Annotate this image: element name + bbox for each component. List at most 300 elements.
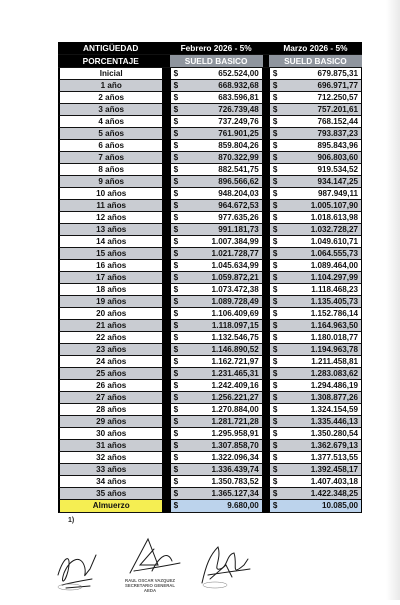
feb-salary-cell	[170, 320, 263, 332]
table-row	[58, 104, 362, 116]
currency-sign: $	[173, 81, 179, 90]
mar-salary-cell	[269, 392, 362, 404]
amount: 712.250,57	[317, 93, 358, 102]
currency-sign: $	[272, 297, 278, 306]
header-row-sub	[58, 55, 362, 68]
feb-salary-cell	[170, 164, 263, 176]
mar-salary-cell	[269, 440, 362, 452]
currency-sign: $	[272, 501, 278, 510]
row-label: 1 año	[58, 80, 163, 92]
header-feb-period: Febrero 2026 - 5%	[170, 42, 263, 55]
table-row	[58, 212, 362, 224]
mar-salary-cell	[269, 476, 362, 488]
amount: 1.365.127,34	[211, 489, 259, 498]
feb-salary-cell	[170, 176, 263, 188]
currency-sign: $	[173, 261, 179, 270]
row-label: 12 años	[58, 212, 163, 224]
row-label: 30 años	[58, 428, 163, 440]
amount: 1.132.546,75	[211, 333, 259, 342]
currency-sign: $	[173, 105, 179, 114]
amount: 1.180.018,77	[310, 333, 358, 342]
amount: 870.322,99	[218, 153, 259, 162]
amount: 1.231.465,31	[211, 369, 259, 378]
currency-sign: $	[272, 237, 278, 246]
salary-table-sheet	[58, 42, 362, 513]
currency-sign: $	[173, 93, 179, 102]
amount: 977.635,26	[218, 213, 259, 222]
amount: 1.021.728,77	[211, 249, 259, 258]
mar-salary-cell	[269, 308, 362, 320]
table-row	[58, 236, 362, 248]
feb-salary-cell	[170, 140, 263, 152]
signature-org: AEDA	[143, 588, 157, 593]
amount: 1.162.721,97	[211, 357, 259, 366]
currency-sign: $	[272, 417, 278, 426]
table-row	[58, 332, 362, 344]
row-label: 16 años	[58, 260, 163, 272]
currency-sign: $	[272, 165, 278, 174]
table-row	[58, 284, 362, 296]
table-row	[58, 476, 362, 488]
row-label: 28 años	[58, 404, 163, 416]
currency-sign: $	[173, 405, 179, 414]
row-label: 17 años	[58, 272, 163, 284]
currency-sign: $	[272, 309, 278, 318]
table-row	[58, 272, 362, 284]
feb-salary-cell	[170, 104, 263, 116]
table-row	[58, 176, 362, 188]
currency-sign: $	[173, 345, 179, 354]
amount: 1.256.221,27	[211, 393, 259, 402]
mar-salary-cell	[269, 176, 362, 188]
amount: 1.104.297,99	[310, 273, 358, 282]
amount: 1.308.877,26	[310, 393, 358, 402]
amount: 1.211.458,81	[311, 357, 358, 366]
mar-salary-cell	[269, 332, 362, 344]
amount: 906.803,60	[317, 153, 358, 162]
row-label: 20 años	[58, 308, 163, 320]
currency-sign: $	[272, 321, 278, 330]
currency-sign: $	[272, 441, 278, 450]
feb-salary-cell	[170, 452, 263, 464]
currency-sign: $	[272, 93, 278, 102]
row-label: 33 años	[58, 464, 163, 476]
row-label: 34 años	[58, 476, 163, 488]
amount: 1.362.679,13	[310, 441, 358, 450]
feb-salary-cell	[170, 188, 263, 200]
mar-salary-cell	[269, 368, 362, 380]
table-row	[58, 200, 362, 212]
signature-caption	[120, 578, 180, 593]
row-label: 24 años	[58, 356, 163, 368]
currency-sign: $	[272, 465, 278, 474]
table-row	[58, 140, 362, 152]
amount: 1.377.513,55	[310, 453, 358, 462]
mar-salary-cell	[269, 212, 362, 224]
amount: 1.407.403,18	[310, 477, 358, 486]
row-label: 23 años	[58, 344, 163, 356]
amount: 679.875,31	[317, 69, 358, 78]
currency-sign: $	[173, 201, 179, 210]
currency-sign: $	[173, 141, 179, 150]
amount: 793.837,23	[317, 129, 358, 138]
row-label: 5 años	[58, 128, 163, 140]
amount: 1.242.409,16	[211, 381, 259, 390]
currency-sign: $	[173, 285, 179, 294]
amount: 652.524,00	[218, 69, 259, 78]
mar-salary-cell	[269, 452, 362, 464]
currency-sign: $	[173, 489, 179, 498]
table-row	[58, 428, 362, 440]
amount: 1.018.613,98	[310, 213, 358, 222]
amount: 895.843,96	[317, 141, 358, 150]
row-label: 21 años	[58, 320, 163, 332]
amount: 1.194.963,78	[310, 345, 358, 354]
amount: 1.270.884,00	[211, 405, 259, 414]
amount: 757.201,61	[317, 105, 358, 114]
table-row	[58, 188, 362, 200]
currency-sign: $	[272, 189, 278, 198]
currency-sign: $	[272, 69, 278, 78]
amount: 1.059.872,21	[211, 273, 259, 282]
table-row	[58, 392, 362, 404]
currency-sign: $	[173, 417, 179, 426]
currency-sign: $	[173, 237, 179, 246]
amount: 1.135.405,73	[310, 297, 358, 306]
mar-salary-cell	[269, 200, 362, 212]
amount: 1.422.348,25	[310, 489, 358, 498]
amount: 696.971,77	[317, 81, 358, 90]
amount: 1.350.783,52	[211, 477, 259, 486]
currency-sign: $	[272, 489, 278, 498]
amount: 1.392.458,17	[310, 465, 358, 474]
currency-sign: $	[272, 273, 278, 282]
mar-salary-cell	[269, 404, 362, 416]
row-label: 9 años	[58, 176, 163, 188]
feb-salary-cell	[170, 260, 263, 272]
currency-sign: $	[272, 249, 278, 258]
table-row	[58, 116, 362, 128]
row-label: 13 años	[58, 224, 163, 236]
currency-sign: $	[272, 201, 278, 210]
table-row	[58, 308, 362, 320]
row-label: 7 años	[58, 152, 163, 164]
currency-sign: $	[173, 453, 179, 462]
row-label: 19 años	[58, 296, 163, 308]
table-row	[58, 92, 362, 104]
amount: 1.294.486,19	[310, 381, 358, 390]
currency-sign: $	[173, 429, 179, 438]
mar-salary-cell	[269, 272, 362, 284]
amount: 1.089.464,00	[310, 261, 358, 270]
mar-salary-cell	[269, 428, 362, 440]
table-row	[58, 224, 362, 236]
feb-salary-cell	[170, 332, 263, 344]
currency-sign: $	[173, 177, 179, 186]
amount: 964.672,53	[218, 201, 259, 210]
feb-salary-cell	[170, 116, 263, 128]
currency-sign: $	[173, 69, 179, 78]
amount: 1.324.154,59	[310, 405, 358, 414]
amount: 761.901,25	[218, 129, 259, 138]
row-label: 10 años	[58, 188, 163, 200]
mar-salary-cell	[269, 68, 362, 80]
amount: 991.181,73	[218, 225, 259, 234]
feb-salary-cell	[170, 248, 263, 260]
currency-sign: $	[173, 321, 179, 330]
currency-sign: $	[173, 465, 179, 474]
header-mar-period: Marzo 2026 - 5%	[269, 42, 362, 55]
header-antiguedad: ANTIGÜEDAD	[58, 42, 163, 55]
footnote: 1)	[68, 517, 75, 524]
table-row	[58, 248, 362, 260]
row-label: 29 años	[58, 416, 163, 428]
mar-salary-cell	[269, 380, 362, 392]
header-sueldo-mar: SUELD BASICO	[269, 55, 362, 68]
currency-sign: $	[272, 429, 278, 438]
currency-sign: $	[173, 297, 179, 306]
row-label: 32 años	[58, 452, 163, 464]
currency-sign: $	[272, 453, 278, 462]
table-row	[58, 464, 362, 476]
amount: 882.541,75	[218, 165, 259, 174]
currency-sign: $	[173, 117, 179, 126]
amount: 1.005.107,90	[310, 201, 358, 210]
table-row	[58, 260, 362, 272]
currency-sign: $	[173, 381, 179, 390]
amount: 1.032.728,27	[310, 225, 358, 234]
feb-salary-cell	[170, 296, 263, 308]
currency-sign: $	[272, 177, 278, 186]
amount: 1.164.963,50	[310, 321, 358, 330]
mar-salary-cell	[269, 356, 362, 368]
currency-sign: $	[272, 333, 278, 342]
salary-rows	[58, 68, 362, 513]
mar-salary-cell	[269, 116, 362, 128]
currency-sign: $	[272, 141, 278, 150]
currency-sign: $	[272, 381, 278, 390]
table-row	[58, 368, 362, 380]
feb-salary-cell	[170, 236, 263, 248]
table-row	[58, 416, 362, 428]
table-row	[58, 68, 362, 80]
currency-sign: $	[272, 393, 278, 402]
feb-salary-cell	[170, 488, 263, 500]
currency-sign: $	[173, 213, 179, 222]
table-row	[58, 452, 362, 464]
feb-salary-cell	[170, 272, 263, 284]
currency-sign: $	[272, 117, 278, 126]
row-label: 25 años	[58, 368, 163, 380]
table-row	[58, 152, 362, 164]
currency-sign: $	[272, 105, 278, 114]
row-label: 8 años	[58, 164, 163, 176]
currency-sign: $	[173, 165, 179, 174]
feb-salary-cell	[170, 440, 263, 452]
feb-salary-cell	[170, 308, 263, 320]
amount: 1.118.097,15	[211, 321, 259, 330]
currency-sign: $	[173, 153, 179, 162]
row-label: 18 años	[58, 284, 163, 296]
mar-salary-cell	[269, 128, 362, 140]
feb-salary-cell	[170, 92, 263, 104]
currency-sign: $	[272, 153, 278, 162]
amount: 1.118.468,23	[311, 285, 358, 294]
amount: 1.322.096,34	[211, 453, 259, 462]
currency-sign: $	[173, 273, 179, 282]
row-label: 26 años	[58, 380, 163, 392]
mar-salary-cell	[269, 260, 362, 272]
row-label: 35 años	[58, 488, 163, 500]
feb-salary-cell	[170, 68, 263, 80]
amount: 1.336.439,74	[211, 465, 259, 474]
currency-sign: $	[173, 249, 179, 258]
row-label: 22 años	[58, 332, 163, 344]
feb-salary-cell	[170, 344, 263, 356]
feb-salary-cell	[170, 212, 263, 224]
table-row	[58, 356, 362, 368]
feb-salary-cell	[170, 224, 263, 236]
amount: 1.335.446,13	[310, 417, 358, 426]
amount: 1.146.890,52	[211, 345, 259, 354]
row-label: 4 años	[58, 116, 163, 128]
feb-salary-cell	[170, 416, 263, 428]
feb-salary-cell	[170, 80, 263, 92]
table-row	[58, 296, 362, 308]
feb-salary-cell	[170, 284, 263, 296]
amount: 1.049.610,71	[310, 237, 358, 246]
currency-sign: $	[173, 393, 179, 402]
almuerzo-mar-cell	[269, 500, 362, 513]
mar-salary-cell	[269, 188, 362, 200]
mar-salary-cell	[269, 236, 362, 248]
feb-salary-cell	[170, 392, 263, 404]
row-label: 11 años	[58, 200, 163, 212]
feb-salary-cell	[170, 404, 263, 416]
almuerzo-row	[58, 500, 362, 513]
amount: 768.152,44	[317, 117, 358, 126]
table-row	[58, 488, 362, 500]
amount: 948.204,03	[218, 189, 259, 198]
mar-salary-cell	[269, 344, 362, 356]
signature-role: SECRETARIO GENERAL	[124, 583, 176, 588]
amount: 737.249,76	[218, 117, 259, 126]
mar-salary-cell	[269, 488, 362, 500]
mar-salary-cell	[269, 152, 362, 164]
feb-salary-cell	[170, 476, 263, 488]
mar-salary-cell	[269, 224, 362, 236]
currency-sign: $	[272, 369, 278, 378]
row-label: 3 años	[58, 104, 163, 116]
mar-salary-cell	[269, 140, 362, 152]
currency-sign: $	[272, 81, 278, 90]
currency-sign: $	[173, 309, 179, 318]
currency-sign: $	[272, 213, 278, 222]
amount: 1.307.858,70	[211, 441, 259, 450]
amount: 987.949,11	[317, 189, 358, 198]
currency-sign: $	[173, 477, 179, 486]
currency-sign: $	[272, 261, 278, 270]
salary-table	[58, 42, 362, 513]
feb-salary-cell	[170, 380, 263, 392]
amount: 896.566,62	[218, 177, 259, 186]
signature-area	[50, 525, 300, 600]
mar-salary-cell	[269, 320, 362, 332]
currency-sign: $	[173, 501, 179, 510]
amount: 726.739,48	[218, 105, 259, 114]
row-label: 27 años	[58, 392, 163, 404]
mar-salary-cell	[269, 104, 362, 116]
currency-sign: $	[272, 345, 278, 354]
currency-sign: $	[272, 477, 278, 486]
mar-salary-cell	[269, 464, 362, 476]
feb-salary-cell	[170, 368, 263, 380]
signature-name: RAUL OSCAR VAZQUEZ	[125, 578, 175, 583]
page-edge-shadow	[386, 0, 400, 600]
currency-sign: $	[272, 225, 278, 234]
header-row-periods	[58, 42, 362, 55]
feb-salary-cell	[170, 152, 263, 164]
amount: 683.596,81	[218, 93, 259, 102]
amount: 1.106.409,69	[211, 309, 259, 318]
feb-salary-cell	[170, 428, 263, 440]
table-row	[58, 440, 362, 452]
almuerzo-feb-cell	[170, 500, 263, 513]
row-label: 6 años	[58, 140, 163, 152]
table-row	[58, 380, 362, 392]
table-row	[58, 80, 362, 92]
header-sueldo-feb: SUELD BASICO	[170, 55, 263, 68]
amount: 934.147,25	[317, 177, 358, 186]
feb-salary-cell	[170, 128, 263, 140]
amount: 1.064.555,73	[310, 249, 358, 258]
mar-salary-cell	[269, 248, 362, 260]
currency-sign: $	[272, 357, 278, 366]
feb-salary-cell	[170, 200, 263, 212]
header-porcentaje: PORCENTAJE	[58, 55, 163, 68]
amount: 1.350.280,54	[310, 429, 358, 438]
amount: 1.152.786,14	[310, 309, 358, 318]
amount: 10.085,00	[321, 501, 358, 510]
row-label: Inicial	[58, 68, 163, 80]
amount: 1.073.472,38	[211, 285, 259, 294]
table-row	[58, 344, 362, 356]
table-row	[58, 320, 362, 332]
mar-salary-cell	[269, 80, 362, 92]
amount: 1.283.083,62	[310, 369, 358, 378]
currency-sign: $	[173, 189, 179, 198]
row-label: 14 años	[58, 236, 163, 248]
amount: 859.804,26	[218, 141, 259, 150]
amount: 9.680,00	[227, 501, 259, 510]
amount: 1.007.384,99	[211, 237, 259, 246]
almuerzo-label: Almuerzo	[58, 500, 163, 513]
row-label: 31 años	[58, 440, 163, 452]
mar-salary-cell	[269, 284, 362, 296]
mar-salary-cell	[269, 296, 362, 308]
mar-salary-cell	[269, 164, 362, 176]
currency-sign: $	[272, 285, 278, 294]
currency-sign: $	[173, 225, 179, 234]
currency-sign: $	[173, 129, 179, 138]
amount: 668.932,68	[218, 81, 259, 90]
amount: 1.089.728,49	[211, 297, 259, 306]
table-row	[58, 128, 362, 140]
amount: 1.045.634,99	[211, 261, 259, 270]
row-label: 2 años	[58, 92, 163, 104]
currency-sign: $	[173, 369, 179, 378]
currency-sign: $	[173, 357, 179, 366]
